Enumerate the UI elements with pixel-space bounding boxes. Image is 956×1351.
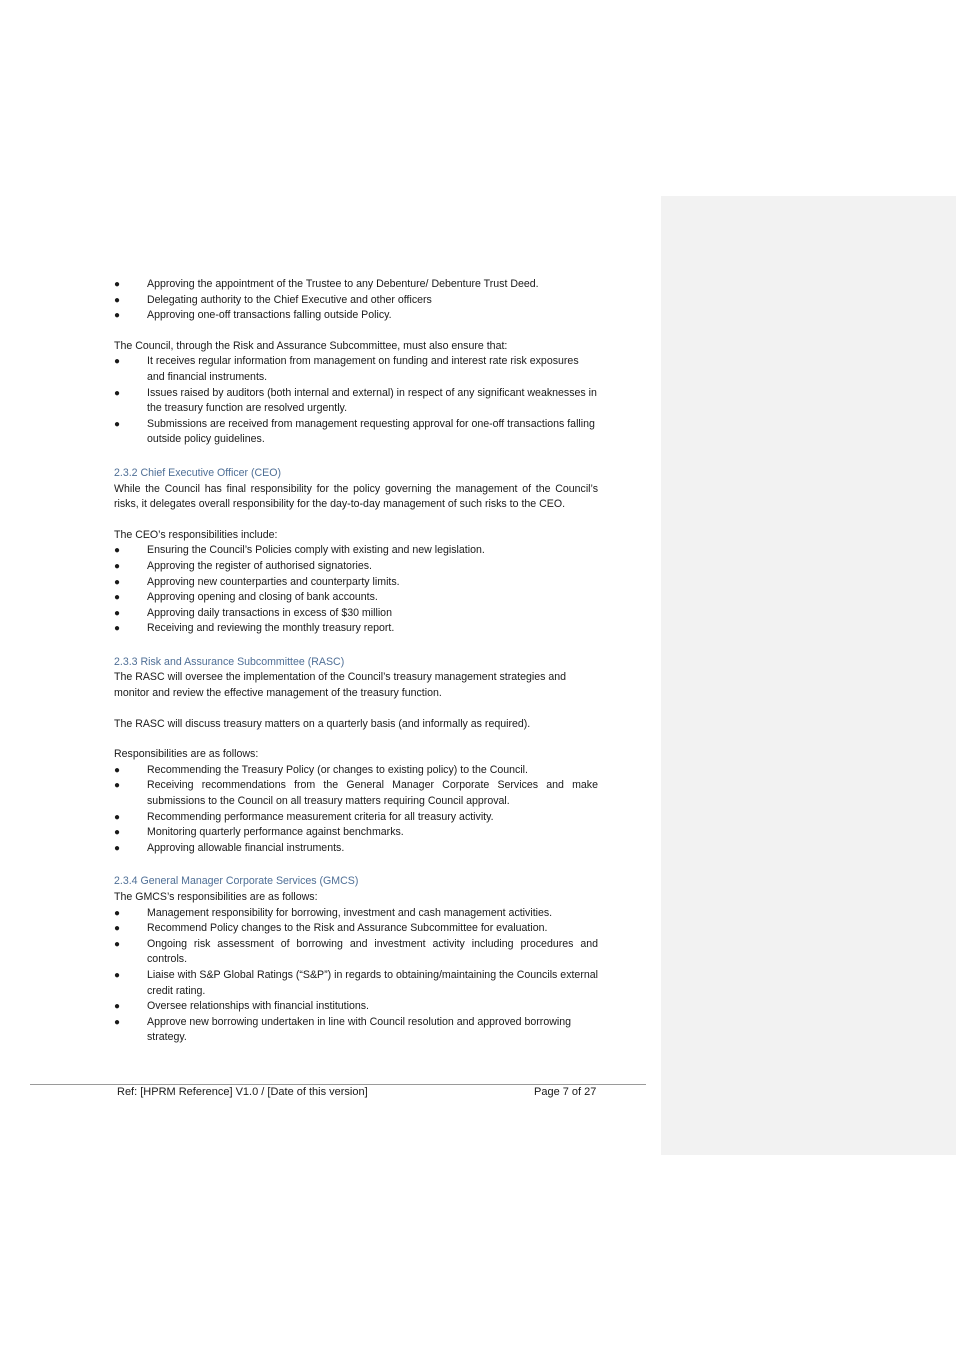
- list-item: [114, 277, 598, 293]
- list-item-text: Monitoring quarterly performance against benchmarks.: [147, 826, 404, 839]
- list-item: [114, 825, 598, 841]
- list-item: [114, 621, 598, 637]
- bullet-icon: ●: [114, 811, 121, 823]
- bullet-icon: ●: [114, 560, 121, 572]
- list-item-text: Approving one-off transactions falling outside Policy.: [147, 309, 392, 322]
- ceo-responsibilities-list: [114, 543, 598, 637]
- list-item-text: Receiving and reviewing the monthly treasury report.: [147, 622, 395, 635]
- bullet-icon: ●: [114, 780, 121, 792]
- list-item-text: Liaise with S&P Global Ratings (“S&P”) in regards to obtaining/maintaining the Councils external credit rating.: [147, 968, 598, 997]
- bullet-icon: ●: [114, 623, 121, 635]
- list-item-text: Approving daily transactions in excess of $30 million: [147, 606, 392, 619]
- list-item-text: Ongoing risk assessment of borrowing and investment activity including procedures and controls.: [147, 937, 598, 966]
- list-item: [114, 606, 598, 622]
- list-item-text: Oversee relationships with financial institutions.: [147, 1000, 369, 1013]
- ceo-intro: The CEO’s responsibilities include:: [114, 528, 278, 541]
- list-item-text: Recommend Policy changes to the Risk and Assurance Subcommittee for evaluation.: [147, 922, 548, 935]
- list-item: [114, 763, 598, 779]
- list-item-text: Approve new borrowing undertaken in line with Council resolution and approved borrowing strategy.: [147, 1015, 572, 1044]
- section-heading-gmcs: 2.3.4 General Manager Corporate Services (GMCS): [114, 875, 359, 888]
- bullet-icon: ●: [114, 545, 121, 557]
- list-item-text: Issues raised by auditors (both internal and external) in respect of any significant weaknesses in the treasury function are resolved urgently.: [147, 386, 597, 415]
- bullet-icon: ●: [114, 907, 121, 919]
- list-item: [114, 906, 598, 922]
- bullet-icon: ●: [114, 592, 121, 604]
- list-item-text: Recommending performance measurement criteria for all treasury activity.: [147, 810, 494, 823]
- list-item: [114, 386, 598, 417]
- list-item-text: Approving new counterparties and counterparty limits.: [147, 575, 400, 588]
- rasc-paragraph-1: The RASC will oversee the implementation of the Council’s treasury management strategies and monitor and review the effective management of the treasury function.: [114, 671, 567, 700]
- list-item: [114, 999, 598, 1015]
- bullet-icon: ●: [114, 279, 121, 290]
- bullet-icon: ●: [114, 842, 121, 854]
- bullet-icon: ●: [114, 418, 121, 430]
- bullet-icon: ●: [114, 576, 121, 588]
- gmcs-intro: The GMCS’s responsibilities are as follows:: [114, 891, 318, 903]
- list-item: [114, 841, 598, 857]
- list-item-text: Approving the appointment of the Trustee to any Debenture/ Debenture Trust Deed.: [147, 278, 539, 290]
- list-item: [114, 937, 598, 968]
- council-rasc-intro: The Council, through the Risk and Assurance Subcommittee, must also ensure that:: [114, 339, 508, 352]
- ceo-paragraph: While the Council has final responsibility for the policy governing the management of the Council’s risks, it delegates overall responsibility for the day-to-day management of such risks to the CEO.: [114, 482, 598, 511]
- list-item-text: It receives regular information from management on funding and interest rate risk exposures and financial instruments.: [147, 355, 579, 383]
- list-item-text: Receiving recommendations from the General Manager Corporate Services and make submissions to the Council on all treasury matters requiring Council approval.: [147, 779, 598, 808]
- page-number: Page 7 of 27: [534, 1086, 597, 1098]
- list-item: [114, 417, 598, 448]
- list-item: [114, 968, 598, 999]
- council-ensure-list: [114, 354, 598, 448]
- list-item-text: Approving the register of authorised signatories.: [147, 559, 372, 572]
- list-item-text: Delegating authority to the Chief Executive and other officers: [147, 293, 432, 306]
- bullet-icon: ●: [114, 356, 121, 368]
- bullet-icon: ●: [114, 607, 121, 619]
- list-item-text: Approving opening and closing of bank accounts.: [147, 591, 378, 604]
- list-item: [114, 590, 598, 606]
- section-heading-rasc: 2.3.3 Risk and Assurance Subcommittee (RASC): [114, 655, 345, 668]
- list-item: [114, 575, 598, 591]
- list-item: [114, 778, 598, 809]
- gmcs-responsibilities-list: [114, 906, 598, 1046]
- document-body: [114, 277, 598, 1046]
- footer-reference: Ref: [HPRM Reference] V1.0 / [Date of this version]: [117, 1086, 368, 1098]
- section-heading-ceo: 2.3.2 Chief Executive Officer (CEO): [114, 466, 282, 479]
- list-item: [114, 921, 598, 937]
- list-item: [114, 293, 598, 309]
- list-item: [114, 1015, 598, 1046]
- list-item-text: Submissions are received from management requesting approval for one-off transactions falling outside policy guidelines.: [147, 417, 595, 446]
- list-item: [114, 308, 598, 324]
- bullet-icon: ●: [114, 938, 121, 950]
- bullet-icon: ●: [114, 310, 121, 322]
- list-item-text: Management responsibility for borrowing, investment and cash management activities.: [147, 906, 553, 919]
- rasc-intro: Responsibilities are as follows:: [114, 748, 259, 761]
- list-item: [114, 559, 598, 575]
- bullet-icon: ●: [114, 1016, 121, 1028]
- list-item: [114, 354, 598, 385]
- bullet-icon: ●: [114, 764, 121, 776]
- bullet-icon: ●: [114, 294, 121, 306]
- bullet-icon: ●: [114, 923, 121, 935]
- list-item-text: Ensuring the Council’s Policies comply with existing and new legislation.: [147, 544, 485, 557]
- bullet-icon: ●: [114, 387, 121, 399]
- comment-pane: [661, 196, 956, 1155]
- list-item-text: Recommending the Treasury Policy (or changes to existing policy) to the Council.: [147, 763, 528, 776]
- list-item: [114, 543, 598, 559]
- bullet-icon: ●: [114, 827, 121, 839]
- bullet-icon: ●: [114, 1001, 121, 1013]
- rasc-paragraph-2: The RASC will discuss treasury matters on a quarterly basis (and informally as required).: [114, 717, 531, 730]
- list-item: [114, 810, 598, 826]
- list-item-text: Approving allowable financial instruments.: [147, 841, 345, 854]
- bullet-icon: ●: [114, 969, 121, 981]
- council-responsibilities-list: [114, 277, 598, 324]
- rasc-responsibilities-list: [114, 763, 598, 857]
